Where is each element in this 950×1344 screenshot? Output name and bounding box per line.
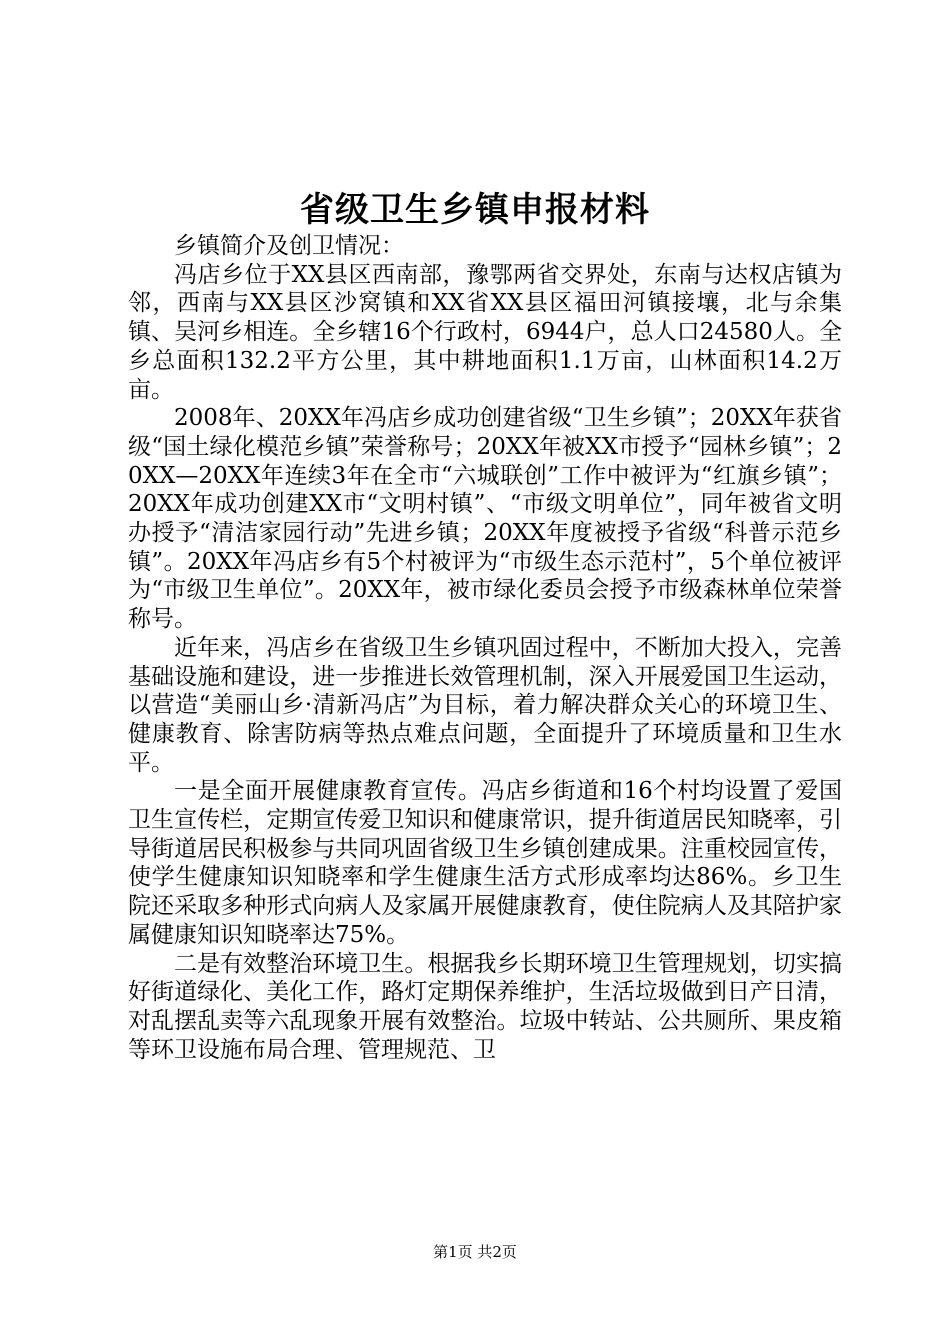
document-body xyxy=(128,232,842,1064)
paragraph-intro-heading: 乡镇简介及创卫情况： xyxy=(174,233,404,259)
paragraph-honors: 2008年、20XX年冯店乡成功创建省级“卫生乡镇”；20XX年获省级“国土绿化模范乡镇”荣誉称号；20XX年被XX市授予“园林乡镇”；20XX—20XX年连续3年在全市“六城联创”工作中被评为“红旗乡镇”；20XX年成功创建XX市“文明村镇”、“市级文明单位”，同年被省文明办授予“清洁家园行动”先进乡镇；20XX年度被授予省级“科普示范乡镇”。20XX年冯店乡有5个村被评为“市级生态示范村”，5个单位被评为“市级卫生单位”。20XX年，被市绿化委员会授予市级森林单位荣誉称号。 xyxy=(128,405,842,633)
paragraph-recent-years: 近年来，冯店乡在省级卫生乡镇巩固过程中，不断加大投入，完善基础设施和建设，进一步推进长效管理机制，深入开展爱国卫生运动，以营造“美丽山乡·清新冯店”为目标，着力解决群众关心的环境卫生、健康教育、除害防病等热点难点问题，全面提升了环境质量和卫生水平。 xyxy=(128,634,842,776)
paragraph-overview: 冯店乡位于XX县区西南部，豫鄂两省交界处，东南与达权店镇为邻，西南与XX县区沙窝镇和XX省XX县区福田河镇接壤，北与余集镇、吴河乡相连。全乡辖16个行政村，6944户，总人口24580人。全乡总面积132.2平方公里，其中耕地面积1.1万亩，山林面积14.2万亩。 xyxy=(128,261,842,403)
page-footer: 第1页 共2页 xyxy=(433,1243,517,1261)
paragraph-environment: 二是有效整治环境卫生。根据我乡长期环境卫生管理规划，切实搞好街道绿化、美化工作，路灯定期保养维护，生活垃圾做到日产日清，对乱摆乱卖等六乱现象开展有效整治。垃圾中转站、公共厕所、果皮箱等环卫设施布局合理、管理规范、卫 xyxy=(128,950,842,1063)
paragraph-health-education: 一是全面开展健康教育宣传。冯店乡街道和16个村均设置了爱国卫生宣传栏，定期宣传爱卫知识和健康常识，提升街道居民知晓率，引导街道居民积极参与共同巩固省级卫生乡镇创建成果。注重校园宣传，使学生健康知识知晓率和学生健康生活方式形成率均达86%。乡卫生院还采取多种形式向病人及家属开展健康教育，使住院病人及其陪护家属健康知识知晓率达75%。 xyxy=(128,778,842,948)
document-title: 省级卫生乡镇申报材料 xyxy=(300,190,650,230)
